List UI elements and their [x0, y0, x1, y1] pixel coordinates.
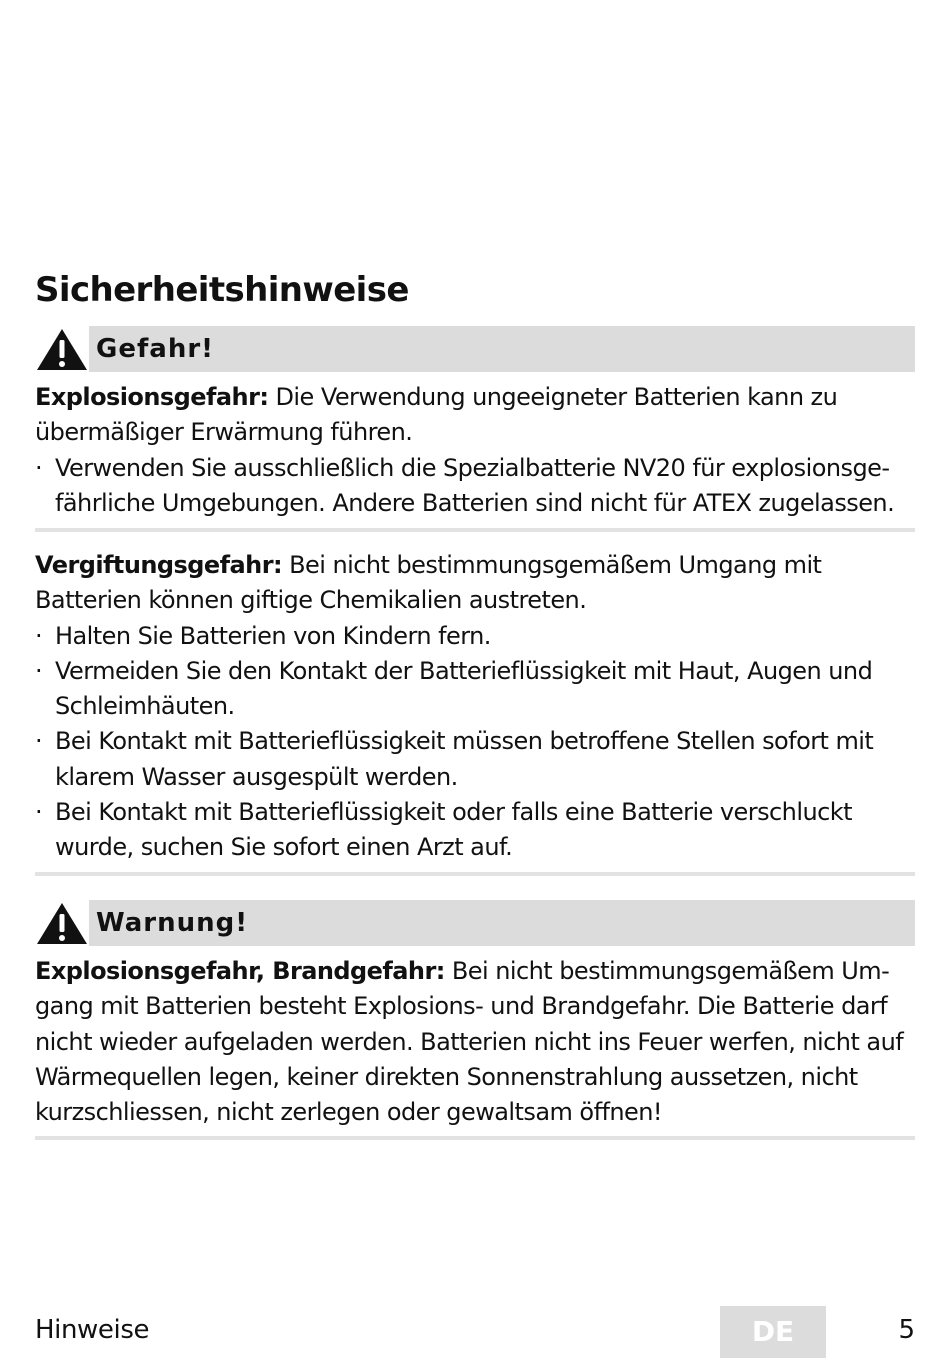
list-item: · Vermeiden Sie den Kontakt der Batterieflüssigkeit mit Haut, Augen und Schleimhäuten. [35, 654, 917, 725]
list-item: · Bei Kontakt mit Batterieflüssigkeit oder falls eine Batterie verschluckt wurde, suchen Sie sofort einen Arzt auf. [35, 795, 917, 866]
section-divider [35, 872, 915, 876]
list-item: · Verwenden Sie ausschließlich die Spezialbatterie NV20 für explosionsgefährliche Umgebungen. Andere Batterien sind nicht für ATEX zugelassen. [35, 451, 917, 522]
list-item: · Bei Kontakt mit Batterieflüssigkeit müssen betroffene Stellen sofort mit klarem Wasser ausgespült werden. [35, 724, 917, 795]
warning-header [35, 900, 915, 946]
fire-text: Bei nicht bestimmungsgemäßem Umgang mit Batterien besteht Explosions- und Brandgefahr. Die Batterie darf nicht wieder aufgeladen werden. Batterien nicht ins Feuer werfen, nicht auf Wärmequellen legen, keiner direkten Sonnenstrahlung aussetzen, nicht kurzschliessen, nicht zerlegen oder gewaltsam öffnen! [35, 957, 904, 1127]
explosion-term: Explosionsgefahr: [35, 383, 269, 411]
footer-section-label: Hinweise [35, 1315, 150, 1345]
language-badge: DE [720, 1306, 826, 1358]
poison-section [35, 548, 917, 866]
poison-term: Vergiftungsgefahr: [35, 551, 283, 579]
page-title: Sicherheitshinweise [35, 270, 409, 310]
fire-term: Explosionsgefahr, Brandgefahr: [35, 957, 445, 985]
poison-text: Bei nicht bestimmungsgemäßem Umgang mit Batterien können giftige Chemikalien austreten. [35, 551, 822, 615]
warning-label: Warnung! [96, 908, 249, 938]
explosion-paragraph [35, 380, 917, 451]
poison-list [35, 619, 917, 866]
danger-label: Gefahr! [96, 334, 215, 364]
warning-triangle-icon [35, 900, 89, 946]
fire-section [35, 954, 917, 1130]
explosion-list [35, 451, 917, 522]
explosion-text: Die Verwendung ungeeigneter Batterien kann zu übermäßiger Erwärmung führen. [35, 383, 838, 447]
fire-paragraph [35, 954, 917, 1130]
warning-triangle-icon [35, 326, 89, 372]
explosion-section [35, 380, 917, 521]
section-divider [35, 528, 915, 532]
page-number: 5 [898, 1315, 915, 1345]
section-divider [35, 1136, 915, 1140]
list-item: · Halten Sie Batterien von Kindern fern. [35, 619, 917, 654]
danger-header [35, 326, 915, 372]
poison-paragraph [35, 548, 917, 619]
